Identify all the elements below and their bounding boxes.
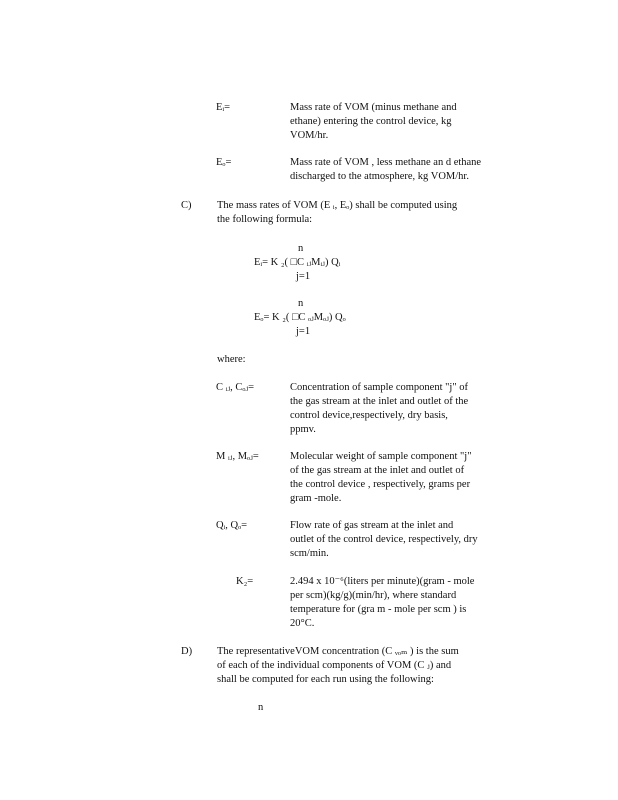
def-line: of the gas stream at the inlet and outlet of (290, 465, 465, 476)
equation-main: Eₒ= K ₂( □C ₒⱼMₒⱼ) Qₒ (254, 312, 346, 323)
def-term: C ᵢⱼ, Cₒⱼ= (216, 382, 255, 393)
sum-upper-limit: n (298, 243, 304, 254)
def-line: 2.494 x 10⁻⁶(liters per minute)(gram - mole (290, 576, 475, 587)
def-line: gram -mole. (290, 493, 342, 504)
def-line: temperature for (gra m - mole per scm ) is (290, 604, 467, 615)
def-term: K₂= (236, 576, 254, 587)
def-text (290, 381, 496, 437)
section-c-label: C) (181, 200, 192, 211)
def-line: outlet of the control device, respectively, dry (290, 534, 478, 545)
para-line: The representativeVOM concentration (C ᵥₒₘ ) is the sum (217, 646, 459, 657)
section-c-text (217, 199, 495, 227)
def-line: Mass rate of VOM , less methane an d ethane (290, 157, 482, 168)
def-text (290, 450, 496, 506)
section-d-text (217, 645, 495, 687)
def-line: discharged to the atmosphere, kg VOM/hr. (290, 171, 469, 182)
def-line: per scm)(kg/g)(min/hr), where standard (290, 590, 457, 601)
def-line: ppmv. (290, 424, 316, 435)
def-line: 20°C. (290, 618, 315, 629)
def-text (290, 156, 496, 184)
def-line: scm/min. (290, 548, 329, 559)
def-line: Mass rate of VOM (minus methane and (290, 102, 457, 113)
sum-lower-limit: j=1 (296, 326, 311, 337)
def-text (290, 575, 496, 631)
def-line: Molecular weight of sample component "j" (290, 451, 472, 462)
para-line: of each of the individual components of VOM (C ⱼ) and (217, 660, 452, 671)
sum-upper-limit: n (298, 298, 304, 309)
def-line: the gas stream at the inlet and outlet of the (290, 396, 469, 407)
sum-upper-limit: n (258, 702, 264, 713)
def-text (290, 519, 496, 561)
para-line: the following formula: (217, 214, 313, 225)
sum-lower-limit: j=1 (296, 271, 311, 282)
def-text (290, 101, 496, 143)
def-line: control device,respectively, dry basis, (290, 410, 448, 421)
where-label: where: (217, 354, 246, 365)
def-term: Eᵢ= (216, 102, 231, 113)
def-term: Eₒ= (216, 157, 232, 168)
def-line: ethane) entering the control device, kg (290, 116, 452, 127)
para-line: shall be computed for each run using the following: (217, 674, 434, 685)
equation-main: Eᵢ= K ₂( □C ᵢⱼMᵢⱼ) Qᵢ (254, 257, 341, 268)
def-line: Flow rate of gas stream at the inlet and (290, 520, 454, 531)
para-line: The mass rates of VOM (E ᵢ, Eₒ) shall be computed using (217, 200, 458, 211)
def-term: M ᵢⱼ, Mₒⱼ= (216, 451, 259, 462)
def-term: Qᵢ, Qₒ= (216, 520, 248, 531)
def-line: Concentration of sample component "j" of (290, 382, 468, 393)
def-line: VOM/hr. (290, 130, 329, 141)
def-line: the control device , respectively, grams per (290, 479, 471, 490)
section-d-label: D) (181, 646, 193, 657)
